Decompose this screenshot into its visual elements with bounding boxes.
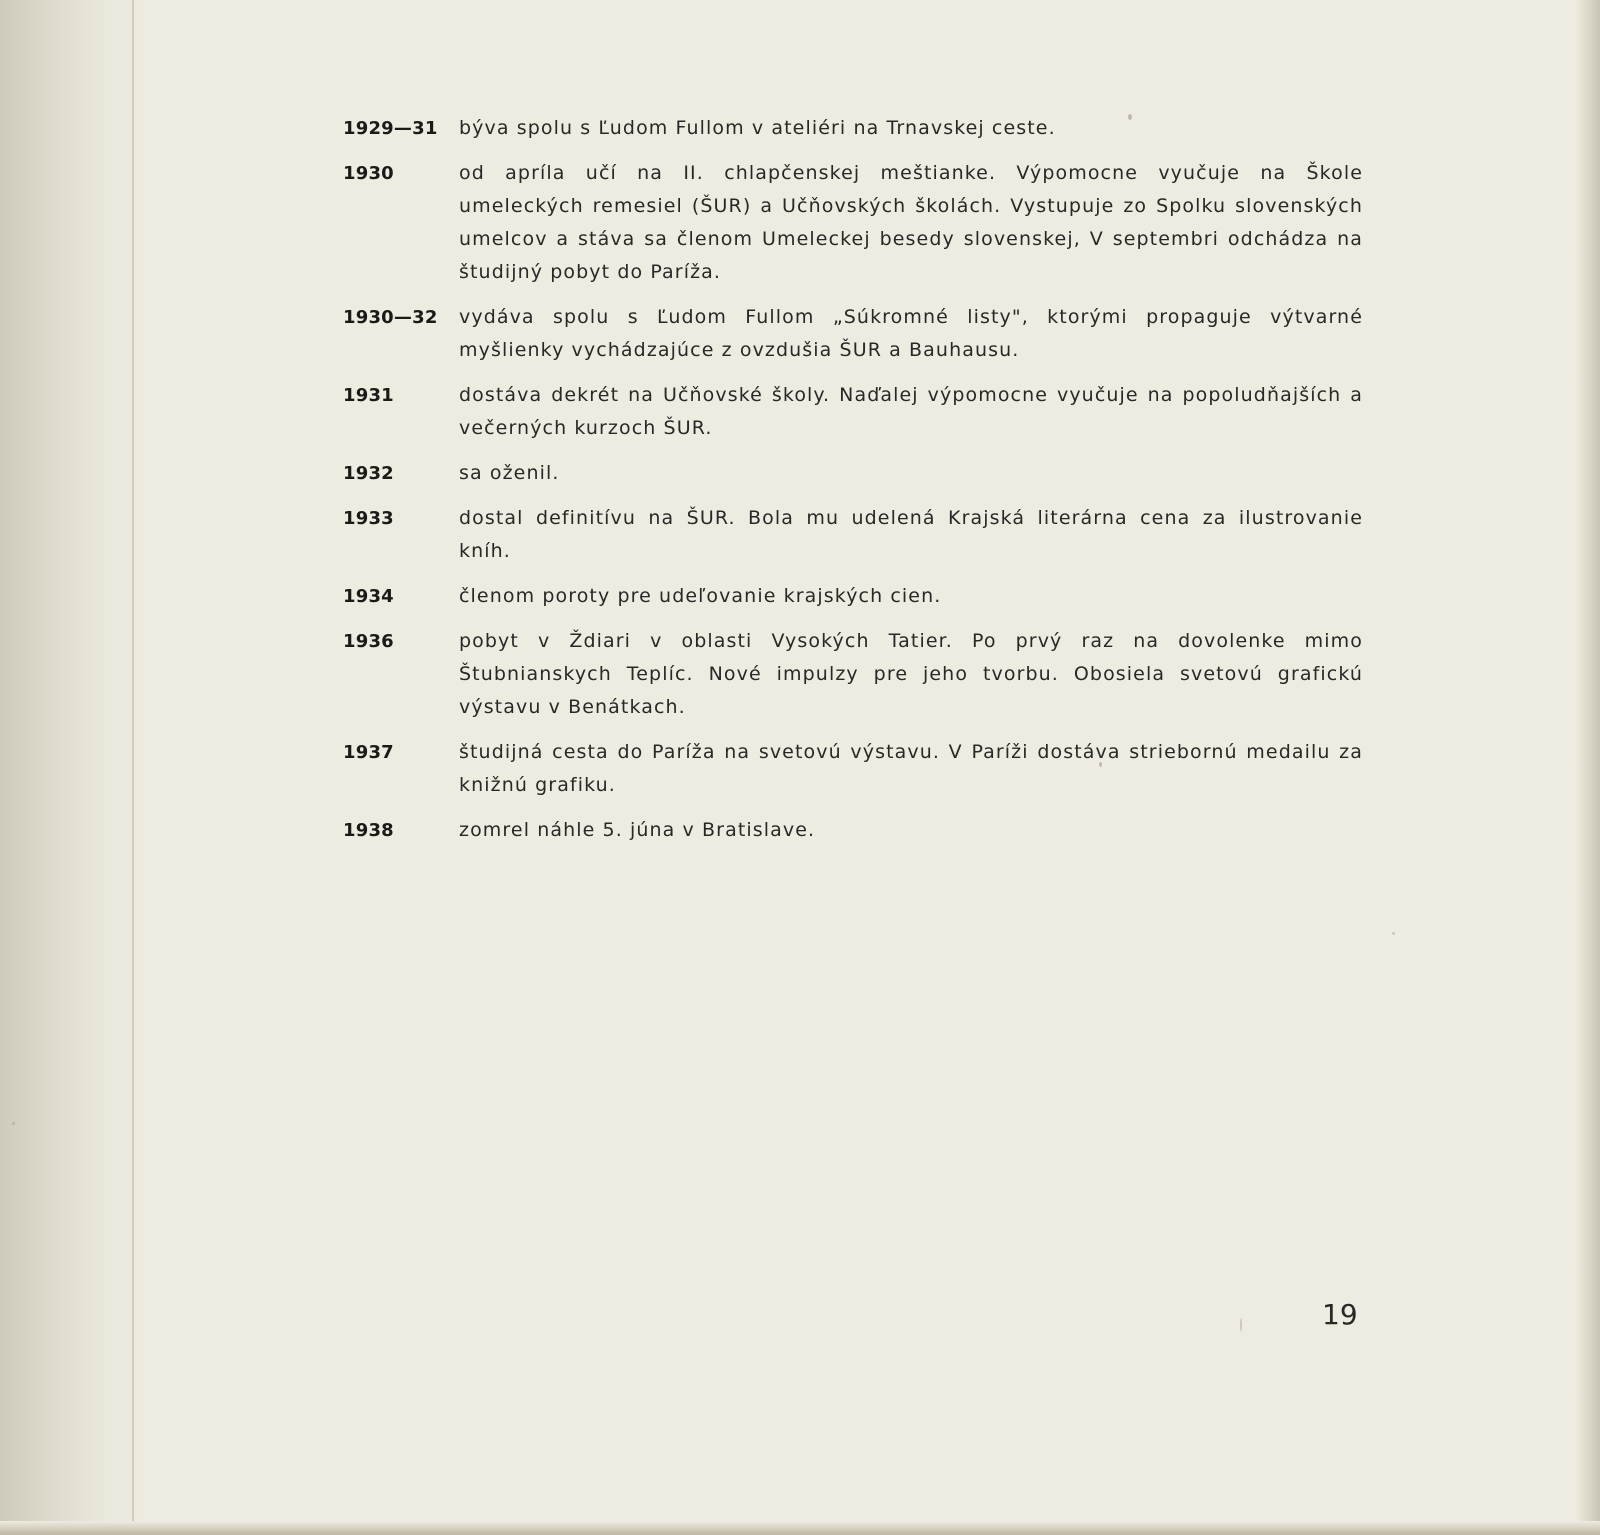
chronology-entry	[343, 580, 1363, 613]
chronology-entry	[343, 457, 1363, 490]
chronology-entry	[343, 736, 1363, 802]
entry-text: vydáva spolu s Ľudom Fullom „Súkromné listy", ktorými propaguje výtvarné myšlienky vychádzajúce z ovzdušia ŠUR a Bauhausu.	[459, 306, 1363, 361]
page-bottom-edge	[0, 1521, 1600, 1535]
entry-text: sa oženil.	[459, 462, 560, 484]
chronology-list	[343, 112, 1363, 859]
chronology-entry	[343, 379, 1363, 445]
entry-text: býva spolu s Ľudom Fullom v ateliéri na Trnavskej ceste.	[459, 117, 1056, 139]
entry-year: 1929—31	[343, 118, 438, 139]
chronology-entry	[343, 301, 1363, 367]
paper-speck	[1392, 932, 1395, 935]
chronology-entry	[343, 157, 1363, 289]
entry-text: dostáva dekrét na Učňovské školy. Naďalej výpomocne vyučuje na popoludňajších a večerných kurzoch ŠUR.	[459, 384, 1363, 439]
chronology-entry	[343, 112, 1363, 145]
page-gutter	[0, 0, 150, 1535]
chronology-entry	[343, 502, 1363, 568]
entry-text: od apríla učí na II. chlapčenskej meštianke. Výpomocne vyučuje na Škole umeleckých remesiel (ŠUR) a Učňovských školách. Vystupuje zo Spolku slovenských umelcov a stáva sa členom Umeleckej besedy slovenskej, V septembri odchádza na študijný pobyt do Paríža.	[459, 162, 1363, 283]
entry-year: 1933	[343, 508, 394, 529]
entry-text: zomrel náhle 5. júna v Bratislave.	[459, 819, 816, 841]
entry-text: dostal definitívu na ŠUR. Bola mu udelená Krajská literárna cena za ilustrovanie kníh.	[459, 507, 1363, 562]
entry-year: 1937	[343, 742, 394, 763]
entry-text: pobyt v Ždiari v oblasti Vysokých Tatier. Po prvý raz na dovolenke mimo Štubnianskych Teplíc. Nové impulzy pre jeho tvorbu. Obosiela svetovú grafickú výstavu v Benátkach.	[459, 630, 1363, 718]
entry-year: 1934	[343, 586, 394, 607]
entry-text: študijná cesta do Paríža na svetovú výstavu. V Paríži dostáva striebornú medailu za knižnú grafiku.	[459, 741, 1363, 796]
entry-year: 1932	[343, 463, 394, 484]
entry-year: 1930—32	[343, 307, 438, 328]
chronology-entry	[343, 625, 1363, 724]
entry-year: 1930	[343, 163, 394, 184]
paper-speck	[12, 1122, 15, 1125]
chronology-entry	[343, 814, 1363, 847]
paper-speck	[1240, 1318, 1242, 1332]
gutter-fold-line	[132, 0, 134, 1535]
page-right-edge	[1576, 0, 1600, 1535]
page-number: 19	[1322, 1298, 1358, 1331]
entry-year: 1938	[343, 820, 394, 841]
entry-year: 1936	[343, 631, 394, 652]
entry-text: členom poroty pre udeľovanie krajských cien.	[459, 585, 942, 607]
entry-year: 1931	[343, 385, 394, 406]
